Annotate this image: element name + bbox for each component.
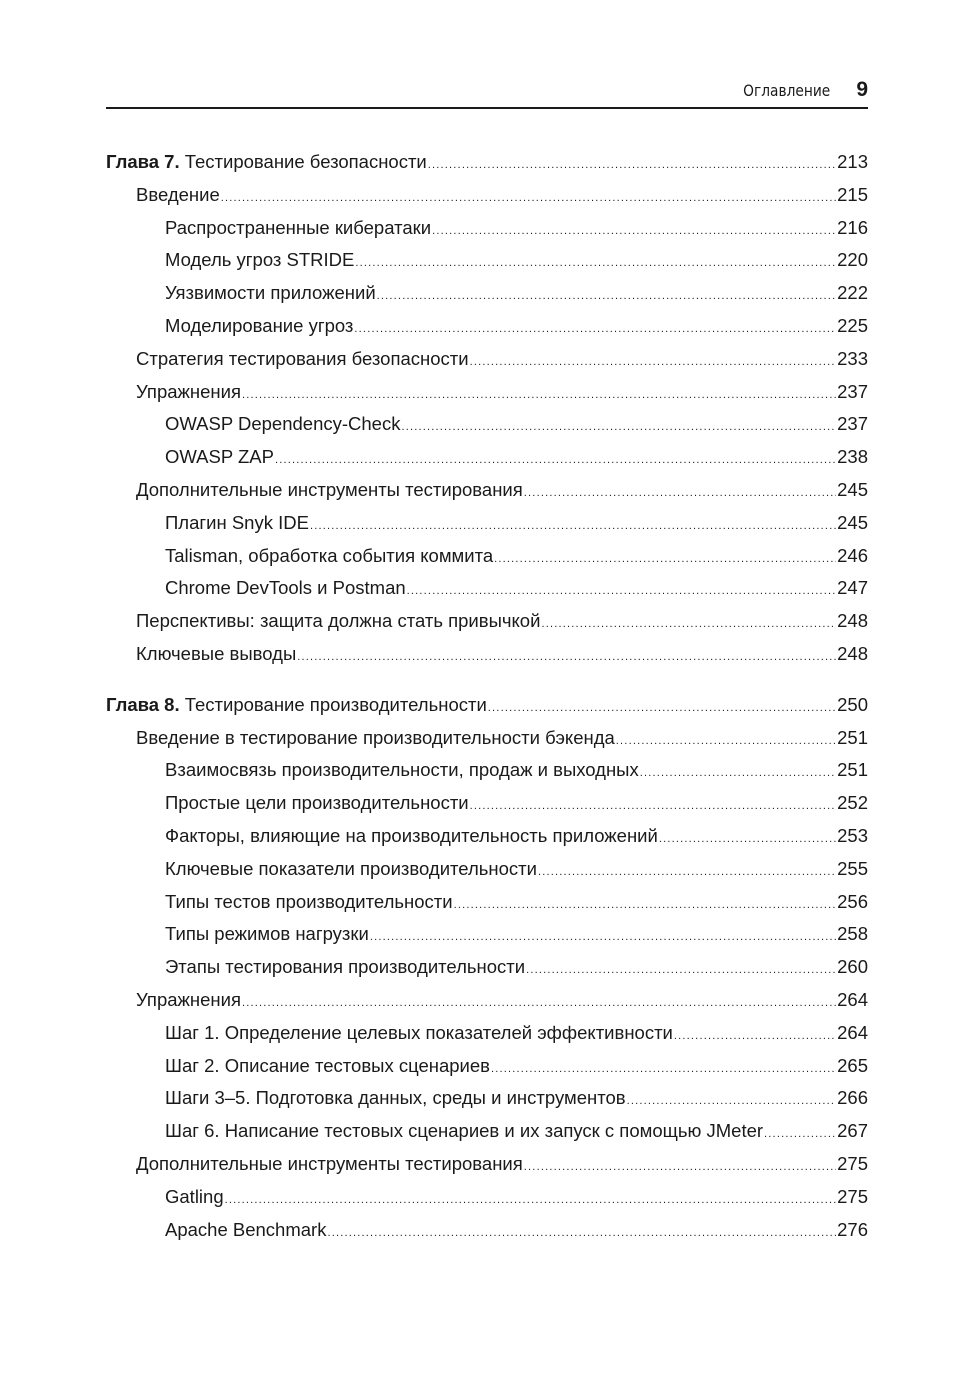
entry-title: OWASP ZAP — [165, 446, 274, 468]
toc-subsection[interactable] — [106, 1017, 868, 1050]
page-ref: 245 — [837, 478, 868, 500]
dot-leader — [627, 1085, 837, 1118]
toc-subsection[interactable] — [106, 540, 868, 573]
page-ref: 267 — [837, 1120, 868, 1142]
entry-title: Этапы тестирования производительности — [165, 956, 526, 978]
toc-section[interactable] — [106, 638, 868, 671]
entry-title: Моделирование угроз — [165, 314, 354, 336]
page-ref: 276 — [837, 1218, 868, 1240]
entry-title: Упражнения — [136, 380, 241, 402]
toc-section[interactable] — [106, 343, 868, 376]
dot-leader — [454, 889, 837, 922]
toc-subsection[interactable] — [106, 754, 868, 787]
entry-title: Простые цели производительности — [165, 792, 469, 814]
page-ref: 256 — [837, 890, 868, 912]
toc-subsection[interactable] — [106, 886, 868, 919]
page-ref: 252 — [837, 792, 868, 814]
table-of-contents — [106, 146, 868, 1264]
entry-title: Дополнительные инструменты тестирования — [136, 478, 523, 500]
page-ref: 248 — [837, 610, 868, 632]
toc-subsection[interactable] — [106, 1214, 868, 1247]
page-number: 9 — [856, 78, 868, 101]
dot-leader — [407, 575, 836, 608]
toc-subsection[interactable] — [106, 212, 868, 245]
chapter-heading[interactable] — [106, 689, 868, 722]
dot-leader — [242, 379, 836, 412]
dot-leader — [538, 856, 836, 889]
chapter-label: Глава 8. — [106, 693, 180, 715]
page-ref: 253 — [837, 824, 868, 846]
dot-leader — [764, 1118, 836, 1151]
dot-leader — [616, 725, 836, 758]
entry-title: Модель угроз STRIDE — [165, 249, 355, 271]
entry-title: Плагин Snyk IDE — [165, 511, 309, 533]
toc-subsection[interactable] — [106, 1082, 868, 1115]
page-ref: 255 — [837, 857, 868, 879]
entry-title: Chrome DevTools и Postman — [165, 577, 406, 599]
page-ref: 225 — [837, 314, 868, 336]
entry-title: Введение — [136, 183, 220, 205]
entry-title: Уязвимости приложений — [165, 282, 376, 304]
page-ref: 250 — [837, 693, 868, 715]
page-ref: 245 — [837, 511, 868, 533]
entry-title: Ключевые выводы — [136, 642, 297, 664]
toc-subsection[interactable] — [106, 1115, 868, 1148]
header-rule — [106, 107, 868, 109]
toc-section[interactable] — [106, 376, 868, 409]
running-head-title: Оглавление — [743, 81, 831, 100]
toc-subsection[interactable] — [106, 1050, 868, 1083]
toc-subsection[interactable] — [106, 1181, 868, 1214]
toc-section[interactable] — [106, 722, 868, 755]
dot-leader — [659, 823, 836, 856]
page-ref: 264 — [837, 988, 868, 1010]
dot-leader — [310, 510, 836, 543]
entry-title: Факторы, влияющие на производительность приложений — [165, 824, 658, 846]
chapter-block — [106, 146, 868, 671]
dot-leader — [526, 954, 836, 987]
dot-leader — [225, 1184, 837, 1217]
page-ref: 264 — [837, 1021, 868, 1043]
entry-title: Talisman, обработка события коммита — [165, 544, 494, 566]
entry-title: Gatling — [165, 1185, 224, 1207]
page-ref: 247 — [837, 577, 868, 599]
toc-subsection[interactable] — [106, 244, 868, 277]
dot-leader — [221, 182, 836, 215]
dot-leader — [242, 987, 836, 1020]
toc-subsection[interactable] — [106, 951, 868, 984]
chapter-title — [106, 689, 487, 722]
page-ref: 233 — [837, 347, 868, 369]
dot-leader — [674, 1020, 836, 1053]
toc-section[interactable] — [106, 1148, 868, 1181]
page-ref: 238 — [837, 446, 868, 468]
entry-title: Типы тестов производительности — [165, 890, 453, 912]
dot-leader — [432, 215, 836, 248]
page-ref: 237 — [837, 380, 868, 402]
page-ref: 237 — [837, 413, 868, 435]
dot-leader — [491, 1053, 836, 1086]
entry-title: Взаимосвязь производительности, продаж и выходных — [165, 759, 639, 781]
page-ref: 220 — [837, 249, 868, 271]
chapter-block — [106, 689, 868, 1247]
dot-leader — [428, 149, 836, 182]
toc-subsection[interactable] — [106, 310, 868, 343]
entry-title: Шаг 6. Написание тестовых сценариев и их запуск с помощью JMeter — [165, 1120, 764, 1142]
dot-leader — [297, 641, 836, 674]
chapter-title — [106, 146, 427, 179]
dot-leader — [470, 790, 836, 823]
toc-subsection[interactable] — [106, 441, 868, 474]
dot-leader — [275, 444, 836, 477]
dot-leader — [541, 608, 836, 641]
toc-subsection[interactable] — [106, 408, 868, 441]
dot-leader — [355, 247, 836, 280]
page-ref: 215 — [837, 183, 868, 205]
toc-section[interactable] — [106, 984, 868, 1017]
toc-subsection[interactable] — [106, 820, 868, 853]
entry-title: Введение в тестирование производительности бэкенда — [136, 726, 615, 748]
entry-title: Шаг 1. Определение целевых показателей эффективности — [165, 1021, 673, 1043]
dot-leader — [354, 313, 836, 346]
toc-section[interactable] — [106, 179, 868, 212]
page-ref: 248 — [837, 642, 868, 664]
page-ref: 213 — [837, 151, 868, 172]
page-ref: 275 — [837, 1185, 868, 1207]
dot-leader — [524, 1151, 836, 1184]
page-ref: 258 — [837, 923, 868, 945]
page-ref: 265 — [837, 1054, 868, 1076]
entry-title: Перспективы: защита должна стать привычкой — [136, 610, 541, 632]
chapter-title-text: Тестирование производительности — [184, 693, 487, 715]
chapter-label: Глава 7. — [106, 151, 180, 172]
running-head — [106, 78, 868, 102]
entry-title: Стратегия тестирования безопасности — [136, 347, 469, 369]
entry-title: Дополнительные инструменты тестирования — [136, 1152, 523, 1174]
entry-title: Apache Benchmark — [165, 1218, 327, 1240]
toc-subsection[interactable] — [106, 918, 868, 951]
entry-title: Типы режимов нагрузки — [165, 923, 369, 945]
chapter-title-text: Тестирование безопасности — [184, 151, 427, 172]
toc-subsection[interactable] — [106, 277, 868, 310]
toc-subsection[interactable] — [106, 507, 868, 540]
chapter-heading[interactable] — [106, 146, 868, 179]
toc-section[interactable] — [106, 605, 868, 638]
page-ref: 251 — [837, 759, 868, 781]
toc-subsection[interactable] — [106, 572, 868, 605]
page-ref: 275 — [837, 1152, 868, 1174]
dot-leader — [524, 477, 836, 510]
entry-title: Упражнения — [136, 988, 241, 1010]
dot-leader — [327, 1217, 836, 1250]
dot-leader — [494, 543, 836, 576]
entry-title: Ключевые показатели производительности — [165, 857, 537, 879]
entry-title: Шаг 2. Описание тестовых сценариев — [165, 1054, 491, 1076]
dot-leader — [488, 692, 836, 725]
toc-section[interactable] — [106, 474, 868, 507]
page-ref: 251 — [837, 726, 868, 748]
dot-leader — [640, 757, 836, 790]
dot-leader — [401, 411, 836, 444]
entry-title: Распространенные кибератаки — [165, 216, 432, 238]
page-ref: 260 — [837, 956, 868, 978]
page-ref: 222 — [837, 282, 868, 304]
dot-leader — [470, 346, 837, 379]
dot-leader — [377, 280, 836, 313]
dot-leader — [370, 921, 836, 954]
entry-title: OWASP Dependency-Check — [165, 413, 401, 435]
page-ref: 246 — [837, 544, 868, 566]
toc-subsection[interactable] — [106, 853, 868, 886]
entry-title: Шаги 3–5. Подготовка данных, среды и инструментов — [165, 1087, 626, 1109]
page-ref: 266 — [837, 1087, 868, 1109]
page-ref: 216 — [837, 216, 868, 238]
toc-subsection[interactable] — [106, 787, 868, 820]
